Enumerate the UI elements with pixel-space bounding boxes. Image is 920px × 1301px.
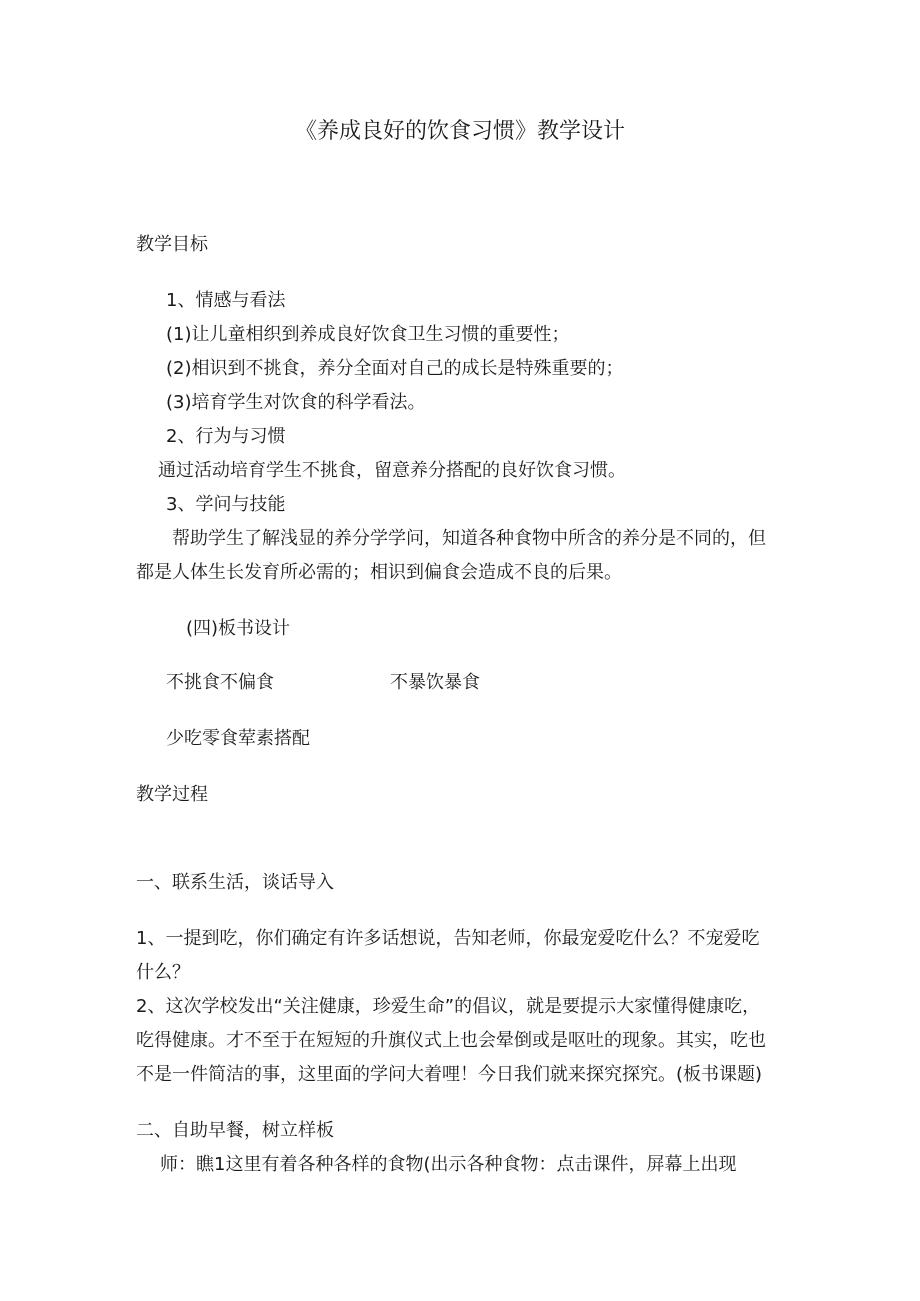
section-2-paragraph-1-line-1: 师：瞧1这里有着各种各样的食物(出示各种食物：点击课件，屏幕上出现 (160, 1154, 737, 1175)
process-heading: 教学过程 (136, 784, 208, 805)
section-1-paragraph-1-line-1: 1、一提到吃，你们确定有许多话想说，告知老师，你最宠爱吃什么？不宠爱吃 (136, 928, 760, 949)
objective-1-item-3: (3)培育学生对饮食的科学看法。 (166, 392, 426, 413)
objective-1-item-2: (2)相识到不挑食，养分全面对自己的成长是特殊重要的； (166, 358, 624, 379)
section-1-paragraph-2-line-3: 不是一件简洁的事，这里面的学问大着哩！今日我们就来探究探究。(板书课题) (136, 1064, 763, 1085)
section-1-paragraph-2-line-1: 2、这次学校发出“关注健康，珍爱生命”的倡议，就是要提示大家懂得健康吃， (136, 996, 761, 1017)
board-design-heading: (四)板书设计 (186, 618, 291, 639)
objective-2-heading: 2、行为与习惯 (166, 426, 286, 447)
objective-1-item-1: (1)让儿童相织到养成良好饮食卫生习惯的重要性； (166, 324, 570, 345)
document-title: 《养成良好的饮食习惯》教学设计 (294, 119, 625, 144)
section-1-paragraph-2-line-2: 吃得健康。才不至于在短短的升旗仪式上也会晕倒或是呕吐的现象。其实，吃也 (136, 1030, 766, 1051)
objective-1-heading: 1、情感与看法 (166, 290, 286, 311)
objective-2-text: 通过活动培育学生不挑食，留意养分搭配的良好饮食习惯。 (158, 460, 626, 481)
section-1-paragraph-1-line-2: 什么？ (136, 962, 190, 983)
board-item-2: 不暴饮暴食 (390, 672, 480, 693)
objective-3-text-line-2: 都是人体生长发育所必需的；相识到偏食会造成不良的后果。 (136, 562, 622, 583)
section-2-heading: 二、自助早餐，树立样板 (136, 1120, 334, 1141)
board-item-3: 少吃零食荤素搭配 (166, 728, 310, 749)
section-1-heading: 一、联系生活，谈话导入 (136, 872, 334, 893)
objective-3-heading: 3、学问与技能 (166, 494, 286, 515)
objectives-heading: 教学目标 (136, 234, 208, 255)
board-item-1: 不挑食不偏食 (166, 672, 274, 693)
objective-3-text-line-1: 帮助学生了解浅显的养分学学问，知道各种食物中所含的养分是不同的，但 (172, 528, 766, 549)
